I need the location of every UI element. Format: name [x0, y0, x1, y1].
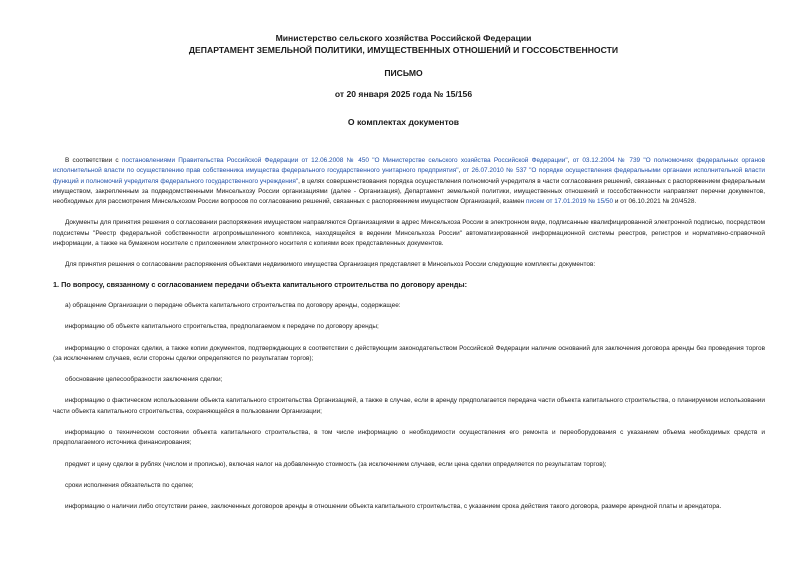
- intro-text-1: В соответствии с: [65, 157, 122, 164]
- paragraph-submission: Документы для принятия решения о согласовании распоряжения имуществом направляются Организациями в адрес Минсельхоза России в электронном виде, подписанные квалифицированной электронной подписью, посредством подсистемы "Реестр федеральной собственности агропромышленного комплекса, находящейся в ведении Минсельхоза России" автоматизированной информационной системы реестров, регистров и нормативно-справочной информации, а также на бумажном носителе с приложением электронного носителя с копиями всех представленных документов.: [53, 219, 765, 248]
- paragraph-intro: [53, 156, 765, 207]
- document-date-number: от 20 января 2025 года № 15/156: [334, 89, 473, 99]
- link-letter-15-50[interactable]: писем от 17.01.2019 № 15/50: [526, 198, 614, 206]
- link-decree-739[interactable]: от 03.12.2004 № 739 "О полномочиях федеральных органов исполнительной власти по осуществлению прав собственника имущества федерального государственного унитарного предприятия": [53, 157, 766, 175]
- list-item: предмет и цену сделки в рублях (числом и прописью), включая налог на добавленную стоимость (за исключением случаев, если цена сделки определяется по результатам торгов);: [65, 460, 607, 468]
- section-1-title: 1. По вопросу, связанному с согласованием передачи объекта капитального строительства по договору аренды:: [53, 279, 468, 289]
- link-decree-537[interactable]: от 26.07.2010 № 537 "О порядке осуществления федеральными органами исполнительной власти функций и полномочий учредителя федерального государственного учреждения": [53, 167, 765, 185]
- document-body: [53, 156, 765, 524]
- ministry-name: Министерство сельского хозяйства Российской Федерации: [275, 33, 532, 43]
- intro-text-3: ,: [458, 167, 463, 175]
- list-item: обоснование целесообразности заключения сделки;: [65, 376, 223, 384]
- list-item: информацию об объекте капитального строительства, предполагаемом к передаче по договору аренды;: [65, 323, 379, 331]
- document-subject: О комплектах документов: [347, 117, 460, 127]
- intro-text-5: и от 06.10.2021 № 20/4528.: [613, 198, 697, 206]
- paragraph-sets: Для принятия решения о согласовании распоряжения объектами недвижимого имущества Организация представляет в Минсельхоз России следующие комплекты документов:: [65, 261, 596, 269]
- link-decree-450[interactable]: постановлениями Правительства Российской Федерации от 12.06.2008 № 450 "О Министерстве сельского хозяйства Российской Федерации": [121, 157, 568, 164]
- intro-text-4: , в целях совершенствования порядка осуществления полномочий учредителя в части согласования решений, связанных с распоряжением федеральным имуществом, закрепленным за подведомственными Минсельхозу России организациями (далее - Организация), Департамент земельной политики, имущественных отношений и госсобственности направляет перечни документов, необходимых для рассмотрения Минсельхозом России вопросов по согласованию решений, связанных с распоряжением имуществом Организаций, взамен: [53, 177, 765, 206]
- list-item: информацию о наличии либо отсутствии ранее, заключенных договоров аренды в отношении объекта капитального строительства, с указанием срока действия такого договора, размере арендной платы и арендатора.: [65, 503, 722, 511]
- list-item-a: а) обращение Организации о передаче объекта капитального строительства по договору аренды, содержащее:: [65, 301, 401, 309]
- list-item: информацию о сторонах сделки, а также копии документов, подтверждающих в соответствии с действующим законодательством Российской Федерации наличие оснований для заключения договора аренды без проведения торгов (за исключением случаев, если стороны сделки определяются по результатам торгов);: [53, 344, 765, 362]
- document-kind: ПИСЬМО: [384, 68, 423, 78]
- department-name: ДЕПАРТАМЕНТ ЗЕМЕЛЬНОЙ ПОЛИТИКИ, ИМУЩЕСТВЕННЫХ ОТНОШЕНИЙ И ГОССОБСТВЕННОСТИ: [188, 45, 619, 55]
- list-item: сроки исполнения обязательств по сделке;: [65, 481, 194, 489]
- intro-text-2: ,: [567, 157, 573, 164]
- list-item: информацию о фактическом использовании объекта капитального строительства Организацией, а также в случае, если в аренду предполагается передача части объекта капитального строительства, о планируемом использовании части объекта капитального строительства, сохраняющейся в пользовании Организации;: [53, 397, 765, 415]
- list-item: информацию о техническом состоянии объекта капитального строительства, в том числе информацию о необходимости осуществления его ремонта и переоборудования с указанием объема необходимых средств и предполагаемого источника финансирования;: [53, 429, 765, 447]
